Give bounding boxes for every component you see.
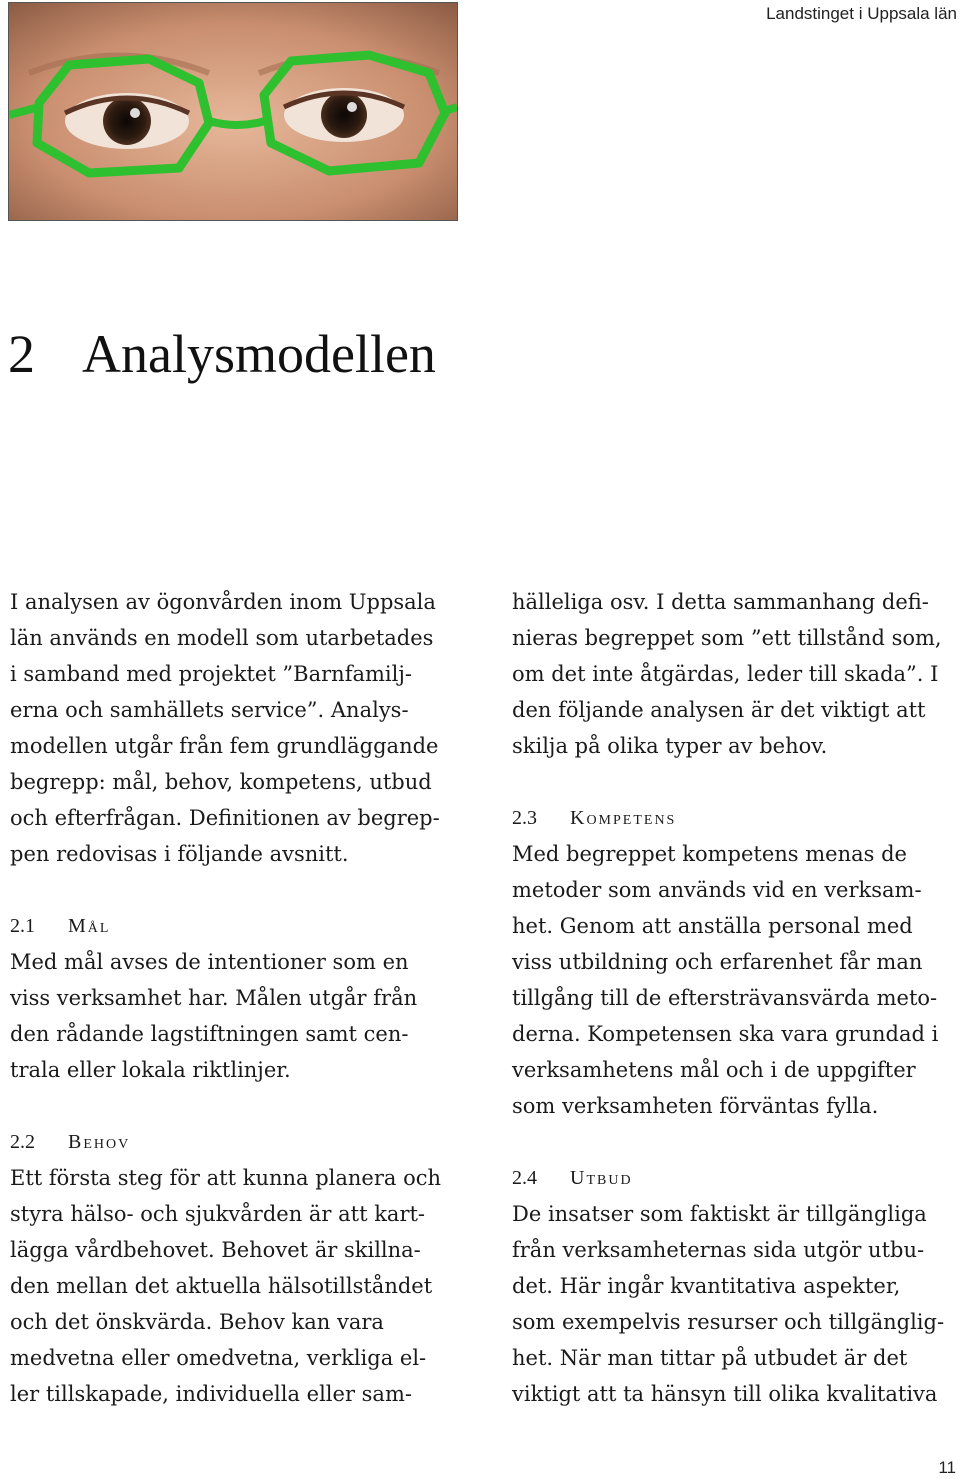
section-number: 2.3: [512, 807, 537, 829]
section-title: Mål: [68, 915, 111, 937]
section-title: Utbud: [570, 1167, 633, 1189]
section-body-2-4: De insatser som faktiskt är tillgängliga från verksamheternas sida utgör utbu- det. Här ingår kvantitativa aspekter, som exempelvis resurser och tillgänglig- het. När man tittar på utbudet är det viktigt att ta hänsyn till olika kvalitativa: [512, 1202, 945, 1406]
running-header: Landstinget i Uppsala län: [766, 4, 957, 23]
section-number: 2.2: [10, 1131, 35, 1153]
chapter-title: Analysmodellen: [82, 324, 436, 384]
section-title: Kompetens: [570, 807, 677, 829]
chapter-number: 2: [8, 324, 35, 384]
section-number: 2.4: [512, 1167, 537, 1189]
photo-illustration: [9, 3, 457, 220]
section-body-2-1: Med mål avses de intentioner som en viss verksamhet har. Målen utgår från den rådande lagstiftningen samt cen- trala eller lokala riktlinjer.: [10, 950, 418, 1082]
section-heading-2-2: [10, 1124, 460, 1160]
continuation-paragraph: hälleliga osv. I detta sammanhang defi- nieras begreppet som ”ett tillstånd som, om det inte åtgärdas, leder till skada”. I den följande analysen är det viktigt att skilja på olika typer av behov.: [512, 590, 942, 758]
section-heading-2-3: [512, 800, 960, 836]
page-number: 11: [938, 1458, 956, 1477]
child-eyes-glasses-photo: [8, 2, 458, 221]
chapter-heading: [8, 322, 436, 386]
right-column: [512, 584, 960, 1412]
section-body-2-2: Ett första steg för att kunna planera och styra hälso- och sjukvården är att kart- lägga vårdbehovet. Behovet är skillna- den mellan det aktuella hälsotillståndet och det önskvärda. Behov kan vara medvetna eller omedvetna, verkliga el- ler tillskapade, individuella eller sam-: [10, 1166, 442, 1406]
section-heading-2-1: [10, 908, 460, 944]
section-number: 2.1: [10, 915, 35, 937]
intro-paragraph: I analysen av ögonvården inom Uppsala län används en modell som utarbetades i samband med projektet ”Barnfamilj- erna och samhällets service”. Analys- modellen utgår från fem grundläggande begrepp: mål, behov, kompetens, utbud och efterfrågan. Definitionen av begrep- pen redovisas i följande avsnitt.: [10, 590, 440, 866]
section-heading-2-4: [512, 1160, 960, 1196]
section-title: Behov: [68, 1131, 131, 1153]
left-column: [10, 584, 460, 1412]
section-body-2-3: Med begreppet kompetens menas de metoder som används vid en verksam- het. Genom att anställa personal med viss utbildning och erfarenhet får man tillgång till de eftersträvansvärda meto- derna. Kompetensen ska vara grundad i verksamhetens mål och i de uppgifter som verksamheten förväntas fylla.: [512, 842, 939, 1118]
